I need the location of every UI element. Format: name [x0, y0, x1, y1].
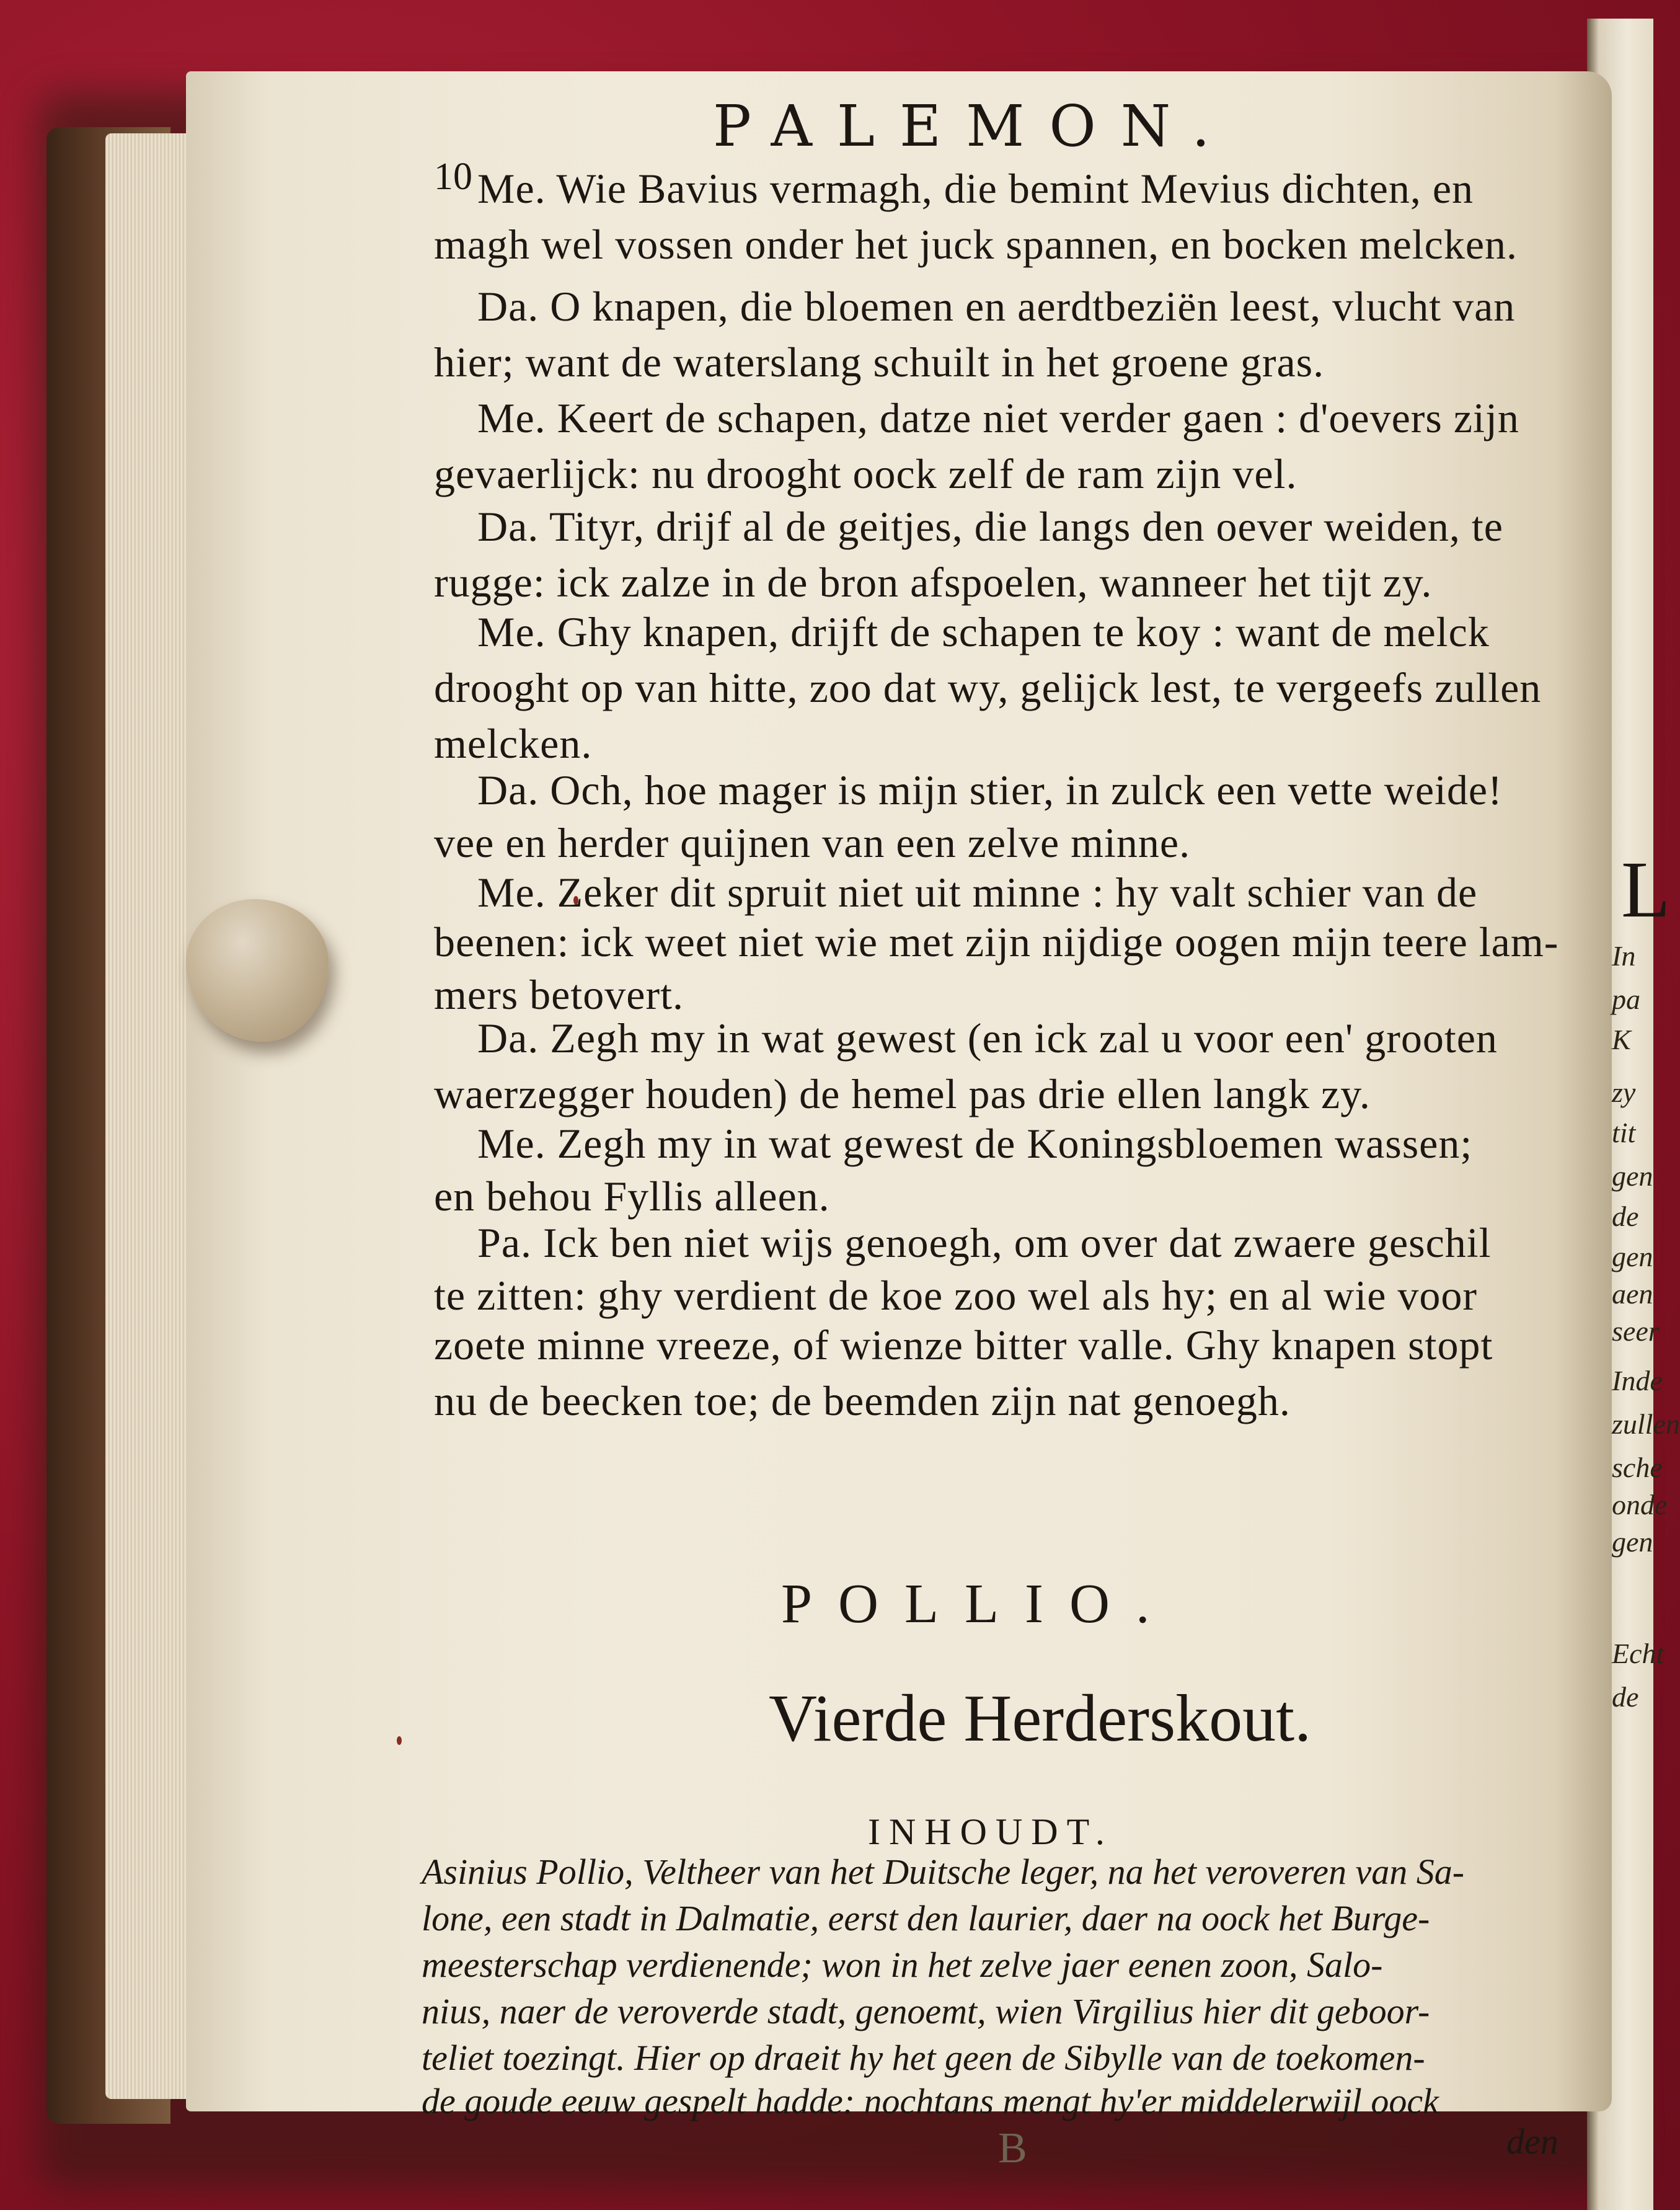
dialogue-line: hier; want de waterslang schuilt in het groene gras. [434, 339, 1325, 386]
signature-mark: B [998, 2124, 1027, 2172]
right-page-fragment: In [1612, 940, 1636, 972]
summary-line: meesterschap verdienende; won in het zelve jaer eenen zoon, Salo- [422, 1945, 1383, 1985]
ink-spot [397, 1736, 402, 1745]
section-subtitle: Vierde Herderskout. [769, 1682, 1312, 1755]
right-page-fragment: K [1612, 1024, 1631, 1055]
right-page-fragment: L [1621, 845, 1671, 934]
dialogue-line: rugge: ick zalze in de bron afspoelen, wanneer het tijt zy. [434, 559, 1433, 606]
dialogue-line: Da. O knapen, die bloemen en aerdtbeziën leest, vlucht van [477, 283, 1516, 330]
dialogue-line: Da. Zegh my in wat gewest (en ick zal u voor een' grooten [477, 1014, 1498, 1062]
dialogue-line: te zitten: ghy verdient de koe zoo wel als hy; en al wie voor [434, 1272, 1478, 1319]
dialogue-line: drooght op van hitte, zoo dat wy, gelijck lest, te vergeefs zullen [434, 664, 1542, 711]
dialogue-line: Me. Zeker dit spruit niet uit minne : hy valt schier van de [477, 869, 1478, 916]
dialogue-line: en behou Fyllis alleen. [434, 1173, 830, 1220]
dialogue-line: melcken. [434, 720, 593, 767]
right-page-fragment: zullen [1612, 1408, 1680, 1440]
dialogue-line: magh wel vossen onder het juck spannen, en bocken melcken. [434, 221, 1518, 268]
right-page-fragment: de [1612, 1681, 1639, 1713]
right-page-fragment: tit [1612, 1117, 1636, 1148]
dialogue-line: Da. Och, hoe mager is mijn stier, in zulck een vette weide! [477, 766, 1503, 814]
dialogue-line: Pa. Ick ben niet wijs genoegh, om over dat zwaere geschil [477, 1219, 1492, 1266]
right-page-fragment: sche [1612, 1452, 1663, 1483]
dialogue-line: Me. Ghy knapen, drijft de schapen te koy : want de melck [477, 608, 1490, 655]
right-page-fragment: gen [1612, 1241, 1653, 1272]
summary-line: nius, naer de veroverde stadt, genoemt, wien Virgilius hier dit geboor- [422, 1991, 1430, 2031]
right-page-fragment: de [1612, 1200, 1639, 1232]
summary-line: teliet toezingt. Hier op draeit hy het geen de Sibylle van de toekomen- [422, 2038, 1425, 2078]
dialogue-line: nu de beecken toe; de beemden zijn nat genoegh. [434, 1377, 1291, 1424]
right-page-fragment: zy [1612, 1076, 1636, 1108]
dialogue-line: Me. Wie Bavius vermagh, die bemint Mevius dichten, en [477, 165, 1474, 212]
summary-line: de goude eeuw gespelt hadde: nochtans mengt hy'er middelerwijl oock [422, 2081, 1439, 2121]
right-page-fragment: gen [1612, 1526, 1653, 1558]
section-title: POLLIO. [781, 1573, 1176, 1635]
right-page-fragment: Echt [1612, 1638, 1665, 1669]
summary-heading: INHOUDT. [868, 1811, 1113, 1852]
summary-line: lone, een stadt in Dalmatie, eerst den laurier, daer na oock het Burge- [422, 1898, 1430, 1938]
dialogue-line: vee en herder quijnen van een zelve minne. [434, 819, 1191, 866]
summary-line: den [1506, 2121, 1558, 2162]
right-page-fragment: pa [1612, 983, 1640, 1015]
dialogue-line: Me. Zegh my in wat gewest de Koningsbloemen wassen; [477, 1120, 1473, 1167]
right-page-fragment: Inde [1612, 1365, 1663, 1396]
dialogue-line: mers betovert. [434, 971, 684, 1018]
summary-line: Asinius Pollio, Veltheer van het Duitsche leger, na het veroveren van Sa- [422, 1852, 1465, 1892]
right-page-fragment: onde [1612, 1489, 1668, 1520]
dialogue-line: Da. Tityr, drijf al de geitjes, die langs den oever weiden, te [477, 503, 1503, 550]
dialogue-line: zoete minne vreeze, of wienze bitter valle. Ghy knapen stopt [434, 1321, 1493, 1369]
dialogue-line: beenen: ick weet niet wie met zijn nijdige oogen mijn teere lam- [434, 918, 1559, 965]
dialogue-line: gevaerlijck: nu drooght oock zelf de ram zijn vel. [434, 450, 1298, 497]
right-page-fragment: gen [1612, 1160, 1653, 1192]
dialogue-line: waerzegger houden) de hemel pas drie ellen langk zy. [434, 1070, 1371, 1117]
right-page-fragment: seer [1612, 1315, 1660, 1347]
page-number: 10 [434, 156, 472, 198]
running-header: PALEMON. [713, 93, 1235, 159]
dialogue-line: Me. Keert de schapen, datze niet verder gaen : d'oevers zijn [477, 394, 1519, 442]
right-page-fragment: aen [1612, 1278, 1653, 1310]
